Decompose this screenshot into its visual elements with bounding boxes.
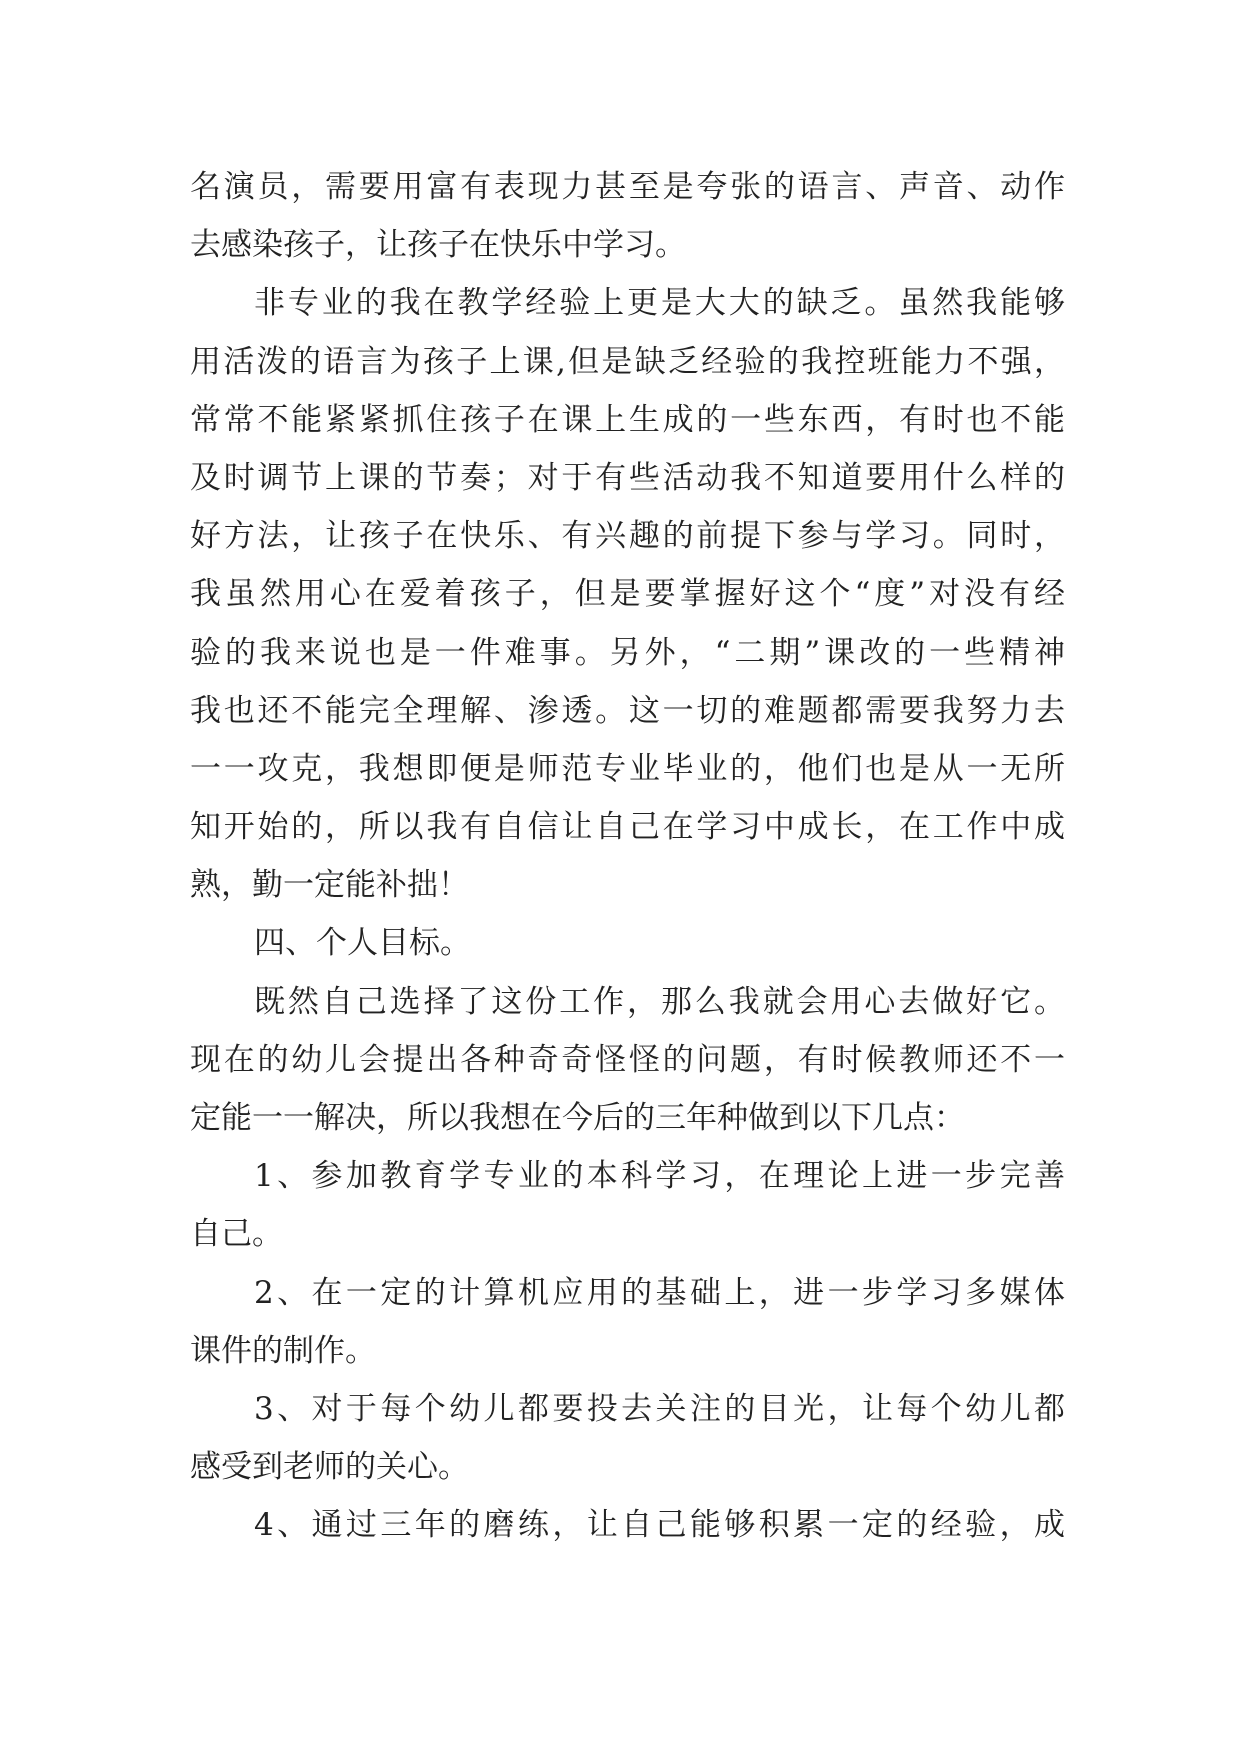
text-line: 及时调节上课的节奏；对于有些活动我不知道要用什么样的 [190,459,1065,496]
text-line: 熟，勤一定能补拙！ [190,867,469,904]
list-item-text: 3、对于每个幼儿都要投去关注的目光，让每个幼儿都 [254,1390,1065,1427]
document-body [190,158,1065,1555]
list-item-text: 感受到老师的关心。 [190,1449,469,1486]
text-line: 验的我来说也是一件难事。另外，“二期”课改的一些精神 [190,634,1065,671]
text-line: 用活泼的语言为孩子上课,但是缺乏经验的我控班能力不强， [190,343,1065,380]
text-line: 一一攻克，我想即便是师范专业毕业的，他们也是从一无所 [190,750,1065,787]
list-item-text: 4、通过三年的磨练，让自己能够积累一定的经验，成 [254,1507,1065,1544]
list-item-text: 1、参加教育学专业的本科学习，在理论上进一步完善 [254,1158,1065,1195]
text-line: 名演员，需要用富有表现力甚至是夸张的语言、声音、动作 [190,169,1065,205]
text-line: 知开始的，所以我有自信让自己在学习中成长，在工作中成 [190,809,1065,846]
text-line: 好方法，让孩子在快乐、有兴趣的前提下参与学习。同时， [190,518,1065,555]
text-line: 非专业的我在教学经验上更是大大的缺乏。虽然我能够 [254,285,1065,322]
text-line: 定能一一解决，所以我想在今后的三年种做到以下几点： [190,1100,965,1136]
text-line: 我也还不能完全理解、渗透。这一切的难题都需要我努力去 [190,692,1065,729]
text-line: 我虽然用心在爱着孩子，但是要掌握好这个“度”对没有经 [190,576,1065,613]
list-item-text: 课件的制作。 [190,1332,376,1369]
text-line: 既然自己选择了这份工作，那么我就会用心去做好它。 [254,983,1065,1020]
section-heading: 四、个人目标。 [254,925,471,962]
text-line: 常常不能紧紧抓住孩子在课上生成的一些东西，有时也不能 [190,401,1065,438]
text-line: 去感染孩子，让孩子在快乐中学习。 [190,227,686,264]
list-item-text: 自己。 [190,1216,283,1253]
text-line: 现在的幼儿会提出各种奇奇怪怪的问题，有时候教师还不一 [190,1041,1065,1078]
list-item-text: 2、在一定的计算机应用的基础上，进一步学习多媒体 [254,1274,1065,1311]
